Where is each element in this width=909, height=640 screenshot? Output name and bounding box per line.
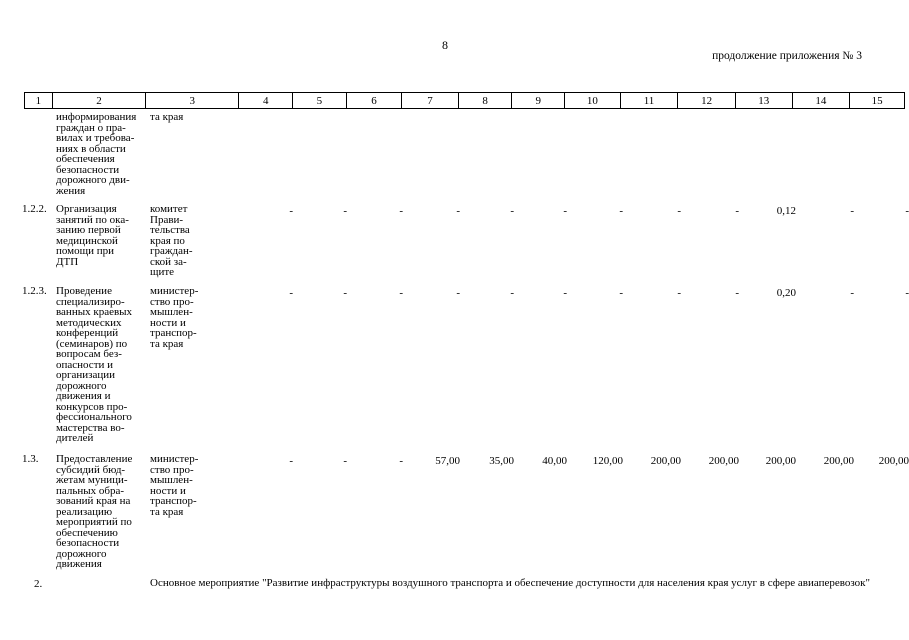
page-number: 8 — [442, 38, 448, 52]
row-value-col-12: - — [735, 205, 739, 217]
header-col-13: 13 — [735, 93, 792, 109]
header-col-5: 5 — [293, 93, 347, 109]
row-number: 1.3. — [22, 453, 39, 465]
row-value-col-15: - — [905, 287, 909, 299]
header-col-14: 14 — [792, 93, 850, 109]
row-value-col-11: - — [677, 205, 681, 217]
row-value-col-8: - — [510, 205, 514, 217]
row-activity-name: Проведение специализиро- ванных краевых методических конференций (семинаров) по вопросам без- опасности и организации дорожного движения и конкурсов про- фессионального мастерства во- дителей — [56, 285, 133, 444]
row-number: 1.2.3. — [22, 285, 47, 297]
row-value-col-7: - — [456, 287, 460, 299]
row-value-col-6: - — [399, 205, 403, 217]
header-col-10: 10 — [565, 93, 621, 109]
continuation-note: продолжение приложения № 3 — [712, 50, 862, 62]
row-value-col-5: - — [343, 287, 347, 299]
header-col-1: 1 — [25, 93, 53, 109]
header-col-12: 12 — [678, 93, 736, 109]
row-executor: министер- ство про- мышлен- ности и транспор- та края — [150, 453, 199, 518]
row-activity-name: Предоставление субсидий бюд- жетам муници- пальных обра- зований края на реализацию мероприятий по обеспечению безопасности дорожного движения — [56, 453, 133, 570]
header-col-3: 3 — [146, 93, 239, 109]
row-value-col-10: 120,00 — [592, 455, 623, 467]
row-value-col-6: - — [399, 455, 403, 467]
header-col-2: 2 — [52, 93, 145, 109]
row-executor: комитет Прави- тельства края по граждан- ской за- щите — [150, 203, 193, 278]
row-activity-name: Организация занятий по ока- занию первой медицинской помощи при ДТП — [56, 203, 129, 268]
row-value-col-8: 35,00 — [489, 455, 514, 467]
row-value-col-5: - — [343, 205, 347, 217]
row-value-col-14: - — [850, 287, 854, 299]
row-value-col-5: - — [343, 455, 347, 467]
row-value-col-11: - — [677, 287, 681, 299]
row-executor: министер- ство про- мышлен- ности и транспор- та края — [150, 285, 199, 350]
row-value-col-12: 200,00 — [708, 455, 739, 467]
row-value-col-13: 0,20 — [776, 287, 796, 299]
row-value-col-4: - — [289, 205, 293, 217]
row-value-col-14: 200,00 — [823, 455, 854, 467]
row-value-col-4: - — [289, 455, 293, 467]
header-col-11: 11 — [620, 93, 678, 109]
row-value-col-10: - — [619, 287, 623, 299]
header-col-6: 6 — [346, 93, 402, 109]
header-col-4: 4 — [239, 93, 293, 109]
row-value-col-4: - — [289, 287, 293, 299]
row-value-col-12: - — [735, 287, 739, 299]
row-value-col-9: - — [563, 205, 567, 217]
row-executor: та края — [150, 111, 184, 123]
row-value-col-8: - — [510, 287, 514, 299]
header-col-9: 9 — [512, 93, 565, 109]
section-2-number: 2. — [34, 578, 43, 590]
section-2-title: Основное мероприятие "Развитие инфраструктуры воздушного транспорта и обеспечение доступности для населения края услуг в сфере авиаперевозок" — [150, 577, 870, 589]
row-value-col-9: 40,00 — [542, 455, 567, 467]
row-value-col-15: 200,00 — [878, 455, 909, 467]
row-value-col-9: - — [563, 287, 567, 299]
row-value-col-15: - — [905, 205, 909, 217]
row-value-col-13: 200,00 — [765, 455, 796, 467]
header-col-8: 8 — [458, 93, 512, 109]
header-row-table — [24, 92, 905, 109]
header-col-7: 7 — [402, 93, 459, 109]
header-row — [25, 93, 905, 109]
row-number: 1.2.2. — [22, 203, 47, 215]
row-value-col-14: - — [850, 205, 854, 217]
row-value-col-13: 0,12 — [776, 205, 796, 217]
row-value-col-10: - — [619, 205, 623, 217]
row-activity-name: информирования граждан о пра- вилах и требова- ниях в области обеспечения безопасности дорожного дви- жения — [56, 111, 137, 197]
row-value-col-7: 57,00 — [435, 455, 460, 467]
row-value-col-7: - — [456, 205, 460, 217]
row-value-col-11: 200,00 — [650, 455, 681, 467]
row-value-col-6: - — [399, 287, 403, 299]
header-col-15: 15 — [850, 93, 905, 109]
